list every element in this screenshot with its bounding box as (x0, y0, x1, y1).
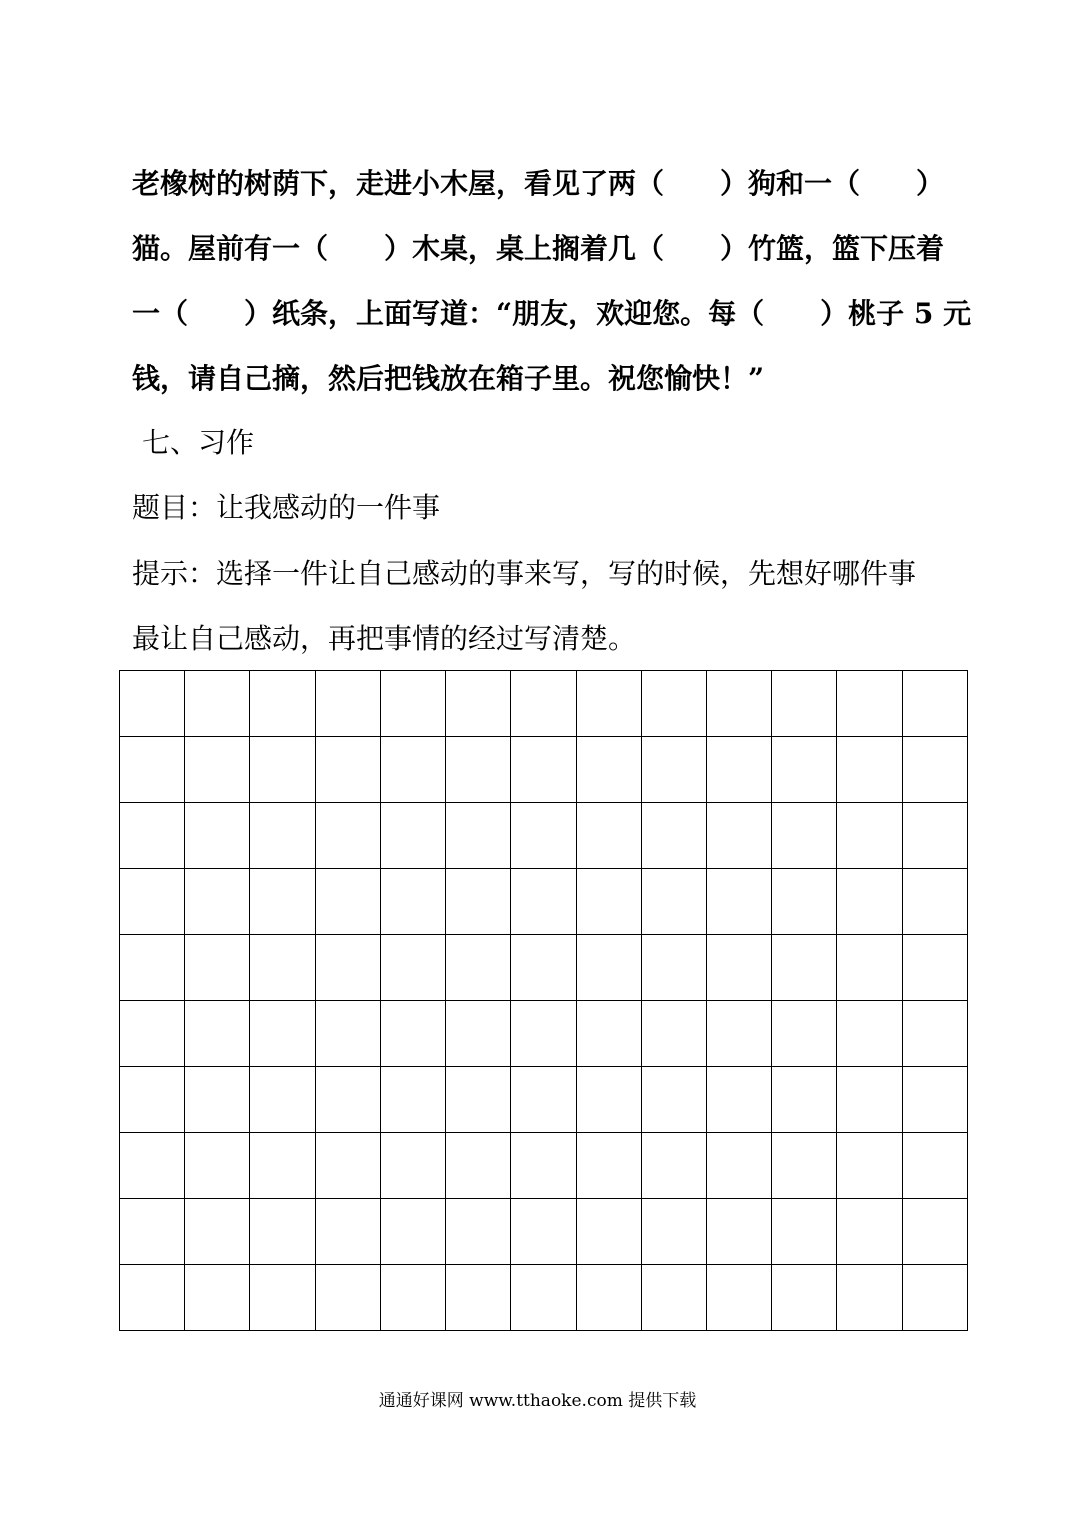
grid-cell (902, 1067, 967, 1133)
footer-text: 通通好课网 www.tthaoke.com 提供下载 (378, 1391, 697, 1411)
grid-cell (772, 1067, 837, 1133)
grid-cell (446, 869, 511, 935)
grid-cell (837, 1001, 902, 1067)
grid-cell (120, 803, 185, 869)
grid-cell (641, 1133, 706, 1199)
grid-cell (706, 1133, 771, 1199)
grid-cell (641, 1001, 706, 1067)
grid-cell (772, 671, 837, 737)
grid-row (120, 1199, 968, 1265)
grid-cell (250, 1265, 315, 1331)
passage-line-1: 老橡树的树荫下，走进小木屋，看见了两（ ）狗和一（ ） (132, 167, 945, 200)
grid-cell (902, 803, 967, 869)
grid-cell (641, 869, 706, 935)
grid-row (120, 1133, 968, 1199)
composition-title: 题目：让我感动的一件事 (132, 491, 441, 524)
grid-cell (120, 1199, 185, 1265)
grid-cell (772, 1133, 837, 1199)
grid-cell (706, 1001, 771, 1067)
grid-cell (446, 1133, 511, 1199)
grid-cell (250, 803, 315, 869)
grid-cell (706, 803, 771, 869)
grid-cell (837, 935, 902, 1001)
grid-cell (315, 935, 380, 1001)
grid-cell (902, 737, 967, 803)
grid-cell (380, 869, 445, 935)
grid-cell (902, 1001, 967, 1067)
grid-cell (315, 869, 380, 935)
grid-cell (576, 803, 641, 869)
grid-cell (380, 1001, 445, 1067)
grid-cell (641, 737, 706, 803)
grid-cell (380, 671, 445, 737)
grid-cell (315, 671, 380, 737)
grid-cell (380, 1133, 445, 1199)
grid-cell (641, 1265, 706, 1331)
grid-cell (250, 737, 315, 803)
writing-grid (119, 670, 968, 1331)
grid-cell (250, 1001, 315, 1067)
grid-cell (185, 1199, 250, 1265)
grid-cell (837, 1067, 902, 1133)
grid-row (120, 1001, 968, 1067)
grid-cell (706, 1199, 771, 1265)
grid-cell (315, 1199, 380, 1265)
grid-cell (772, 1001, 837, 1067)
grid-cell (380, 803, 445, 869)
grid-cell (185, 1067, 250, 1133)
grid-cell (511, 869, 576, 935)
grid-cell (837, 803, 902, 869)
grid-cell (185, 1265, 250, 1331)
passage-line-3: 一（ ）纸条，上面写道：“朋友，欢迎您。每（ ）桃子 5 元 (132, 297, 972, 330)
grid-cell (185, 803, 250, 869)
grid-cell (446, 1067, 511, 1133)
grid-row (120, 671, 968, 737)
grid-row (120, 869, 968, 935)
grid-cell (902, 935, 967, 1001)
passage-line-4: 钱，请自己摘，然后把钱放在箱子里。祝您愉快！” (132, 362, 765, 395)
grid-cell (185, 737, 250, 803)
grid-cell (250, 1067, 315, 1133)
grid-cell (120, 1133, 185, 1199)
grid-cell (511, 671, 576, 737)
grid-cell (641, 671, 706, 737)
grid-cell (185, 671, 250, 737)
grid-cell (446, 1265, 511, 1331)
grid-cell (120, 1001, 185, 1067)
grid-cell (250, 671, 315, 737)
grid-cell (772, 737, 837, 803)
grid-cell (185, 1001, 250, 1067)
grid-cell (576, 1133, 641, 1199)
grid-cell (315, 1067, 380, 1133)
grid-cell (185, 869, 250, 935)
grid-cell (446, 1001, 511, 1067)
grid-cell (380, 737, 445, 803)
grid-cell (641, 1199, 706, 1265)
grid-cell (641, 803, 706, 869)
grid-cell (772, 1265, 837, 1331)
grid-cell (315, 1265, 380, 1331)
grid-cell (511, 1265, 576, 1331)
grid-cell (641, 935, 706, 1001)
section-heading: 七、习作 (142, 426, 255, 459)
grid-cell (576, 1199, 641, 1265)
grid-cell (902, 1133, 967, 1199)
grid-cell (706, 869, 771, 935)
grid-cell (120, 737, 185, 803)
grid-cell (772, 869, 837, 935)
grid-row (120, 1067, 968, 1133)
grid-cell (185, 935, 250, 1001)
grid-cell (120, 1265, 185, 1331)
grid-cell (315, 803, 380, 869)
grid-cell (576, 1001, 641, 1067)
grid-cell (446, 935, 511, 1001)
grid-cell (902, 1265, 967, 1331)
grid-cell (511, 803, 576, 869)
grid-cell (511, 1067, 576, 1133)
grid-cell (772, 935, 837, 1001)
grid-cell (315, 1001, 380, 1067)
grid-cell (772, 1199, 837, 1265)
grid-cell (120, 869, 185, 935)
grid-cell (380, 1265, 445, 1331)
grid-cell (380, 935, 445, 1001)
grid-cell (902, 869, 967, 935)
grid-cell (837, 1133, 902, 1199)
grid-cell (250, 1199, 315, 1265)
grid-cell (706, 1265, 771, 1331)
grid-row (120, 935, 968, 1001)
grid-cell (120, 935, 185, 1001)
grid-row (120, 803, 968, 869)
grid-cell (120, 1067, 185, 1133)
grid-cell (576, 869, 641, 935)
grid-row (120, 737, 968, 803)
grid-cell (380, 1067, 445, 1133)
grid-cell (576, 935, 641, 1001)
grid-cell (446, 737, 511, 803)
grid-cell (837, 869, 902, 935)
grid-cell (446, 671, 511, 737)
grid-cell (706, 737, 771, 803)
grid-cell (706, 935, 771, 1001)
grid-cell (772, 803, 837, 869)
grid-cell (511, 935, 576, 1001)
grid-cell (315, 737, 380, 803)
passage-line-2: 猫。屋前有一（ ）木桌，桌上搁着几（ ）竹篮，篮下压着 (132, 232, 945, 265)
grid-cell (250, 1133, 315, 1199)
grid-cell (837, 1265, 902, 1331)
grid-cell (576, 1067, 641, 1133)
grid-cell (446, 1199, 511, 1265)
grid-cell (641, 1067, 706, 1133)
grid-cell (902, 1199, 967, 1265)
grid-cell (902, 671, 967, 737)
grid-cell (120, 671, 185, 737)
grid-cell (576, 1265, 641, 1331)
grid-cell (706, 671, 771, 737)
grid-cell (511, 1133, 576, 1199)
grid-cell (250, 935, 315, 1001)
grid-cell (576, 671, 641, 737)
grid-cell (380, 1199, 445, 1265)
grid-cell (446, 803, 511, 869)
grid-cell (315, 1133, 380, 1199)
grid-cell (511, 1001, 576, 1067)
grid-cell (837, 1199, 902, 1265)
grid-cell (837, 737, 902, 803)
grid-cell (511, 1199, 576, 1265)
grid-row (120, 1265, 968, 1331)
grid-cell (706, 1067, 771, 1133)
composition-hint-line-1: 提示：选择一件让自己感动的事来写，写的时候，先想好哪件事 (132, 557, 917, 590)
grid-cell (511, 737, 576, 803)
composition-hint-line-2: 最让自己感动，再把事情的经过写清楚。 (132, 622, 637, 655)
grid-cell (185, 1133, 250, 1199)
grid-cell (576, 737, 641, 803)
grid-cell (250, 869, 315, 935)
grid-cell (837, 671, 902, 737)
